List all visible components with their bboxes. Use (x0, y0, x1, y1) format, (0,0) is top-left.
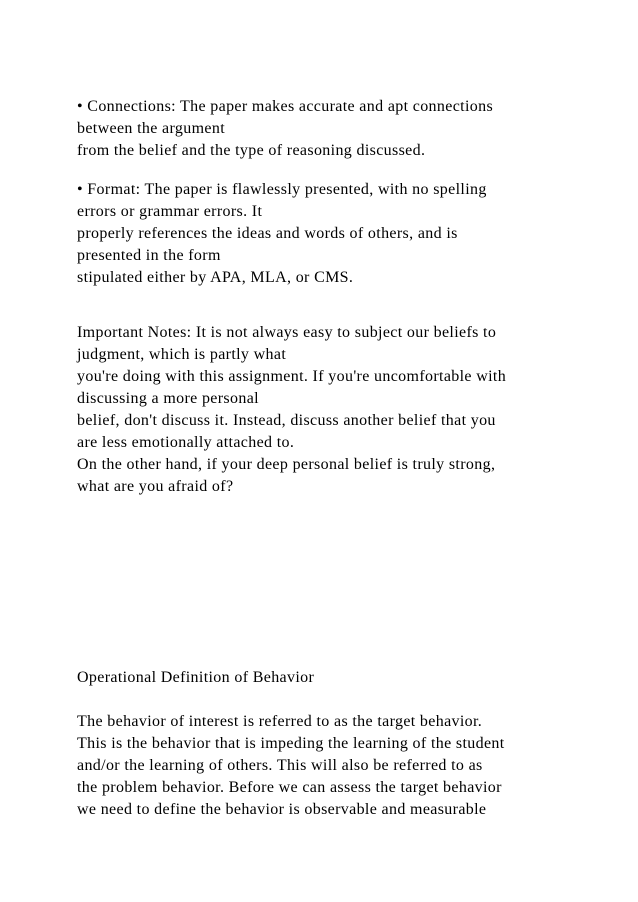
important-notes-line-1: Important Notes: It is not always easy to subject our beliefs to (77, 324, 497, 341)
important-notes-line-4: discussing a more personal (77, 390, 259, 407)
connections-criterion-line-3: from the belief and the type of reasoning discussed. (77, 142, 426, 159)
behavior-paragraph-line-5: we need to define the behavior is observable and measurable (77, 801, 487, 818)
important-notes-line-5: belief, don't discuss it. Instead, discuss another belief that you (77, 412, 496, 429)
behavior-paragraph-line-1: The behavior of interest is referred to as the target behavior. (77, 713, 483, 730)
connections-criterion-line-2: between the argument (77, 120, 225, 137)
important-notes-line-3: you're doing with this assignment. If you're uncomfortable with (77, 368, 507, 385)
connections-criterion-line-1: • Connections: The paper makes accurate and apt connections (77, 98, 494, 115)
section-heading: Operational Definition of Behavior (77, 669, 315, 686)
format-criterion-line-3: properly references the ideas and words of others, and is (77, 225, 458, 242)
format-criterion-line-4: presented in the form (77, 247, 221, 264)
behavior-paragraph-line-3: and/or the learning of others. This will also be referred to as (77, 757, 483, 774)
important-notes-line-7: On the other hand, if your deep personal belief is truly strong, (77, 456, 496, 473)
important-notes-line-2: judgment, which is partly what (77, 346, 287, 363)
important-notes-line-6: are less emotionally attached to. (77, 434, 295, 451)
important-notes-line-8: what are you afraid of? (77, 478, 234, 495)
behavior-paragraph-line-2: This is the behavior that is impeding the learning of the student (77, 735, 505, 752)
format-criterion-line-5: stipulated either by APA, MLA, or CMS. (77, 269, 354, 286)
format-criterion-line-1: • Format: The paper is flawlessly presented, with no spelling (77, 181, 487, 198)
behavior-paragraph-line-4: the problem behavior. Before we can assess the target behavior (77, 779, 502, 796)
format-criterion-line-2: errors or grammar errors. It (77, 203, 263, 220)
